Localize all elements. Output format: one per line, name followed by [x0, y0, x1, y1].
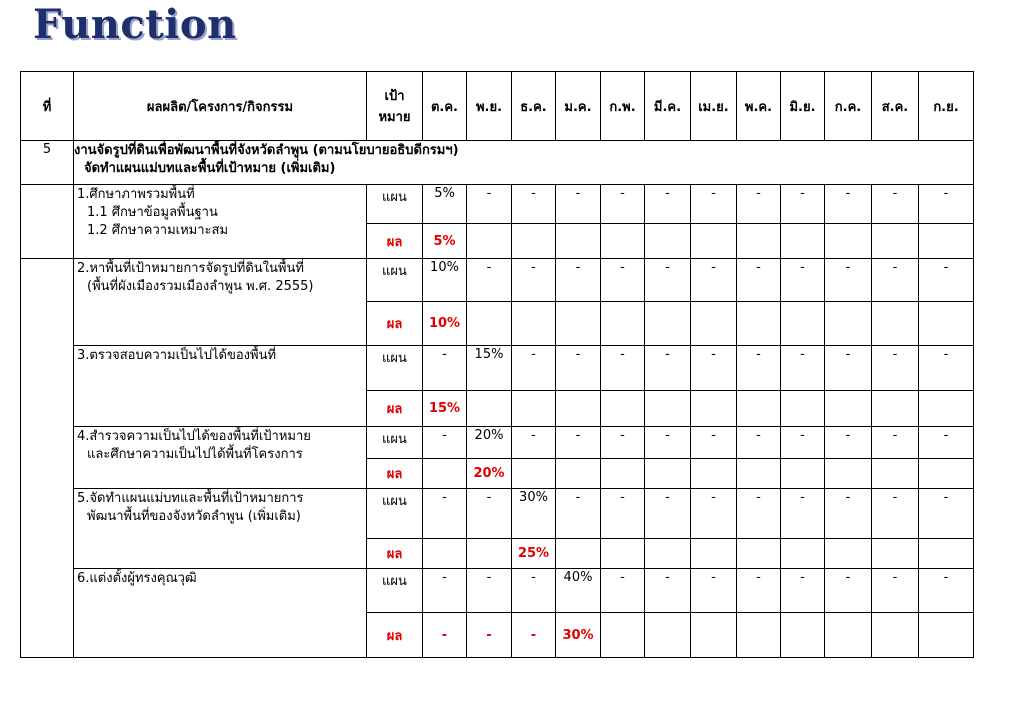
plan-row — [21, 259, 974, 302]
result-cell — [423, 539, 467, 569]
result-cell — [919, 224, 974, 259]
result-cell — [691, 224, 737, 259]
plan-cell: 30% — [512, 489, 556, 539]
result-cell — [467, 391, 512, 427]
plan-cell: - — [872, 346, 919, 391]
result-cell — [919, 539, 974, 569]
activity-line: 4.สำรวจความเป็นไปได้ของพื้นที่เป้าหมาย — [77, 429, 311, 444]
plan-cell: - — [512, 346, 556, 391]
result-cell — [872, 224, 919, 259]
result-cell — [645, 459, 691, 489]
result-cell — [872, 613, 919, 658]
plan-cell: - — [423, 427, 467, 459]
page-title: Function — [33, 1, 237, 48]
result-cell — [645, 302, 691, 346]
result-cell — [556, 302, 601, 346]
result-cell — [781, 391, 825, 427]
result-cell: 15% — [423, 391, 467, 427]
activity-description — [74, 489, 367, 569]
header-month: ธ.ค. — [512, 72, 556, 141]
result-cell — [512, 391, 556, 427]
plan-cell: - — [601, 489, 645, 539]
result-cell — [781, 613, 825, 658]
plan-cell: - — [512, 259, 556, 302]
header-month: มิ.ย. — [781, 72, 825, 141]
plan-cell: - — [825, 489, 872, 539]
result-cell — [781, 459, 825, 489]
result-cell — [645, 613, 691, 658]
plan-cell: - — [556, 185, 601, 224]
result-cell — [825, 391, 872, 427]
header-month: ต.ค. — [423, 72, 467, 141]
result-cell — [872, 459, 919, 489]
plan-cell: - — [645, 489, 691, 539]
result-label: ผล — [367, 302, 423, 346]
plan-cell: - — [737, 259, 781, 302]
result-cell — [825, 302, 872, 346]
result-cell — [781, 302, 825, 346]
plan-cell: - — [919, 185, 974, 224]
plan-cell: - — [781, 185, 825, 224]
plan-cell: - — [781, 569, 825, 613]
result-cell: 25% — [512, 539, 556, 569]
plan-label: แผน — [367, 427, 423, 459]
plan-cell: - — [645, 185, 691, 224]
plan-row — [21, 427, 974, 459]
header-month: ก.ค. — [825, 72, 872, 141]
plan-cell: - — [556, 489, 601, 539]
plan-cell: - — [872, 569, 919, 613]
plan-cell: - — [737, 569, 781, 613]
plan-cell: - — [556, 427, 601, 459]
activity-line: 6.แต่งตั้งผู้ทรงคุณวุฒิ — [77, 571, 197, 586]
section-row — [21, 141, 974, 185]
plan-row — [21, 489, 974, 539]
result-cell — [645, 391, 691, 427]
result-cell — [601, 539, 645, 569]
activity-line: 3.ตรวจสอบความเป็นไปได้ของพื้นที่ — [77, 348, 277, 363]
plan-cell: - — [872, 489, 919, 539]
plan-cell: - — [919, 489, 974, 539]
header-activity: ผลผลิต/โครงการ/กิจกรรม — [74, 72, 367, 141]
plan-cell: - — [512, 427, 556, 459]
result-cell — [691, 613, 737, 658]
result-cell: 30% — [556, 613, 601, 658]
result-cell: 10% — [423, 302, 467, 346]
result-cell — [691, 539, 737, 569]
result-cell — [691, 302, 737, 346]
plan-cell: - — [781, 259, 825, 302]
result-cell — [645, 539, 691, 569]
result-cell — [467, 539, 512, 569]
result-cell — [872, 391, 919, 427]
plan-cell: - — [825, 185, 872, 224]
plan-cell: - — [825, 569, 872, 613]
plan-cell: 20% — [467, 427, 512, 459]
row-number-cell — [21, 185, 74, 259]
plan-cell: - — [691, 569, 737, 613]
result-cell — [467, 302, 512, 346]
plan-cell: 10% — [423, 259, 467, 302]
result-cell: 20% — [467, 459, 512, 489]
result-label: ผล — [367, 224, 423, 259]
plan-cell: - — [512, 185, 556, 224]
result-cell — [645, 224, 691, 259]
result-cell — [737, 459, 781, 489]
plan-cell: - — [601, 569, 645, 613]
plan-cell: 5% — [423, 185, 467, 224]
plan-cell: - — [556, 346, 601, 391]
result-cell — [825, 459, 872, 489]
plan-cell: - — [691, 427, 737, 459]
plan-cell: 15% — [467, 346, 512, 391]
row-number-cell — [21, 569, 74, 658]
header-month: พ.ค. — [737, 72, 781, 141]
plan-cell: - — [825, 427, 872, 459]
result-cell — [919, 391, 974, 427]
result-cell — [423, 459, 467, 489]
plan-row — [21, 569, 974, 613]
result-cell — [919, 459, 974, 489]
plan-cell: - — [781, 346, 825, 391]
result-label: ผล — [367, 613, 423, 658]
plan-cell: - — [467, 259, 512, 302]
header-month: ก.ย. — [919, 72, 974, 141]
result-cell — [872, 539, 919, 569]
plan-cell: - — [737, 185, 781, 224]
plan-cell: - — [825, 346, 872, 391]
header-target: เป้าหมาย — [367, 72, 423, 141]
result-cell — [737, 302, 781, 346]
result-cell — [556, 539, 601, 569]
plan-label: แผน — [367, 259, 423, 302]
result-label: ผล — [367, 391, 423, 427]
plan-row — [21, 185, 974, 224]
activity-description — [74, 569, 367, 658]
plan-cell: - — [872, 185, 919, 224]
activity-line: และศึกษาความเป็นไปได้พื้นที่โครงการ — [87, 447, 303, 462]
result-cell — [601, 224, 645, 259]
plan-cell: - — [601, 427, 645, 459]
activity-description — [74, 346, 367, 427]
section-title — [74, 141, 974, 185]
plan-label: แผน — [367, 569, 423, 613]
activity-line: (พื้นที่ผังเมืองรวมเมืองลำพูน พ.ศ. 2555) — [87, 279, 314, 294]
plan-cell: - — [691, 259, 737, 302]
plan-cell: - — [467, 489, 512, 539]
plan-cell: - — [919, 259, 974, 302]
result-cell — [601, 302, 645, 346]
plan-cell: - — [919, 427, 974, 459]
row-number-cell — [21, 346, 74, 427]
plan-cell: - — [467, 569, 512, 613]
plan-cell: - — [919, 569, 974, 613]
result-cell — [872, 302, 919, 346]
plan-label: แผน — [367, 346, 423, 391]
activity-line: 1.ศึกษาภาพรวมพื้นที่ — [77, 187, 195, 202]
result-cell: - — [512, 613, 556, 658]
result-cell — [556, 224, 601, 259]
row-number-cell — [21, 259, 74, 346]
plan-cell: - — [512, 569, 556, 613]
result-cell — [512, 302, 556, 346]
plan-row — [21, 346, 974, 391]
result-cell — [601, 391, 645, 427]
section-title-line: จัดทำแผนแม่บทและพื้นที่เป้าหมาย (เพิ่มเติม) — [84, 161, 336, 176]
header-month: พ.ย. — [467, 72, 512, 141]
result-cell — [737, 224, 781, 259]
header-month: เม.ย. — [691, 72, 737, 141]
section-title-line: งานจัดรูปที่ดินเพื่อพัฒนาพื้นที่จังหวัดลำพูน (ตามนโยบายอธิบดีกรมฯ) — [74, 143, 459, 158]
result-cell — [919, 302, 974, 346]
result-label: ผล — [367, 539, 423, 569]
plan-cell: - — [691, 346, 737, 391]
result-cell: - — [467, 613, 512, 658]
result-cell — [737, 539, 781, 569]
header-month: ก.พ. — [601, 72, 645, 141]
activity-line: 1.1 ศึกษาข้อมูลพื้นฐาน — [87, 205, 218, 220]
plan-cell: - — [737, 427, 781, 459]
plan-cell: - — [645, 259, 691, 302]
result-cell — [691, 459, 737, 489]
plan-cell: - — [556, 259, 601, 302]
result-cell — [512, 459, 556, 489]
header-row — [21, 72, 974, 141]
plan-cell: - — [423, 569, 467, 613]
result-cell: - — [423, 613, 467, 658]
activity-description — [74, 259, 367, 346]
activity-line: 5.จัดทำแผนแม่บทและพื้นที่เป้าหมายการ — [77, 491, 304, 506]
plan-cell: 40% — [556, 569, 601, 613]
result-cell — [601, 613, 645, 658]
plan-cell: - — [467, 185, 512, 224]
result-cell — [556, 459, 601, 489]
plan-cell: - — [737, 346, 781, 391]
activity-line: 2.หาพื้นที่เป้าหมายการจัดรูปที่ดินในพื้นที่ — [77, 261, 304, 276]
result-cell — [781, 539, 825, 569]
activity-description — [74, 185, 367, 259]
result-cell — [467, 224, 512, 259]
plan-cell: - — [825, 259, 872, 302]
result-cell — [691, 391, 737, 427]
result-cell — [825, 539, 872, 569]
plan-cell: - — [645, 427, 691, 459]
result-cell — [512, 224, 556, 259]
header-month: ม.ค. — [556, 72, 601, 141]
plan-label: แผน — [367, 185, 423, 224]
plan-cell: - — [919, 346, 974, 391]
plan-cell: - — [872, 259, 919, 302]
result-cell: 5% — [423, 224, 467, 259]
plan-cell: - — [872, 427, 919, 459]
plan-cell: - — [781, 489, 825, 539]
result-label: ผล — [367, 459, 423, 489]
plan-cell: - — [645, 569, 691, 613]
result-cell — [781, 224, 825, 259]
result-cell — [556, 391, 601, 427]
row-number-cell — [21, 427, 74, 489]
activity-line: พัฒนาพื้นที่ของจังหวัดลำพูน (เพิ่มเติม) — [87, 509, 301, 524]
header-no: ที่ — [21, 72, 74, 141]
plan-cell: - — [601, 346, 645, 391]
result-cell — [737, 613, 781, 658]
plan-cell: - — [601, 185, 645, 224]
activity-line: 1.2 ศึกษาความเหมาะสม — [87, 223, 229, 238]
result-cell — [825, 613, 872, 658]
header-month: ส.ค. — [872, 72, 919, 141]
result-cell — [825, 224, 872, 259]
plan-cell: - — [601, 259, 645, 302]
plan-cell: - — [691, 185, 737, 224]
section-number: 5 — [21, 141, 74, 185]
plan-cell: - — [423, 489, 467, 539]
row-number-cell — [21, 489, 74, 569]
activity-description — [74, 427, 367, 489]
plan-cell: - — [691, 489, 737, 539]
result-cell — [919, 613, 974, 658]
result-cell — [601, 459, 645, 489]
result-cell — [737, 391, 781, 427]
plan-cell: - — [645, 346, 691, 391]
schedule-table — [20, 71, 974, 658]
plan-cell: - — [423, 346, 467, 391]
plan-cell: - — [781, 427, 825, 459]
header-month: มี.ค. — [645, 72, 691, 141]
plan-label: แผน — [367, 489, 423, 539]
plan-cell: - — [737, 489, 781, 539]
